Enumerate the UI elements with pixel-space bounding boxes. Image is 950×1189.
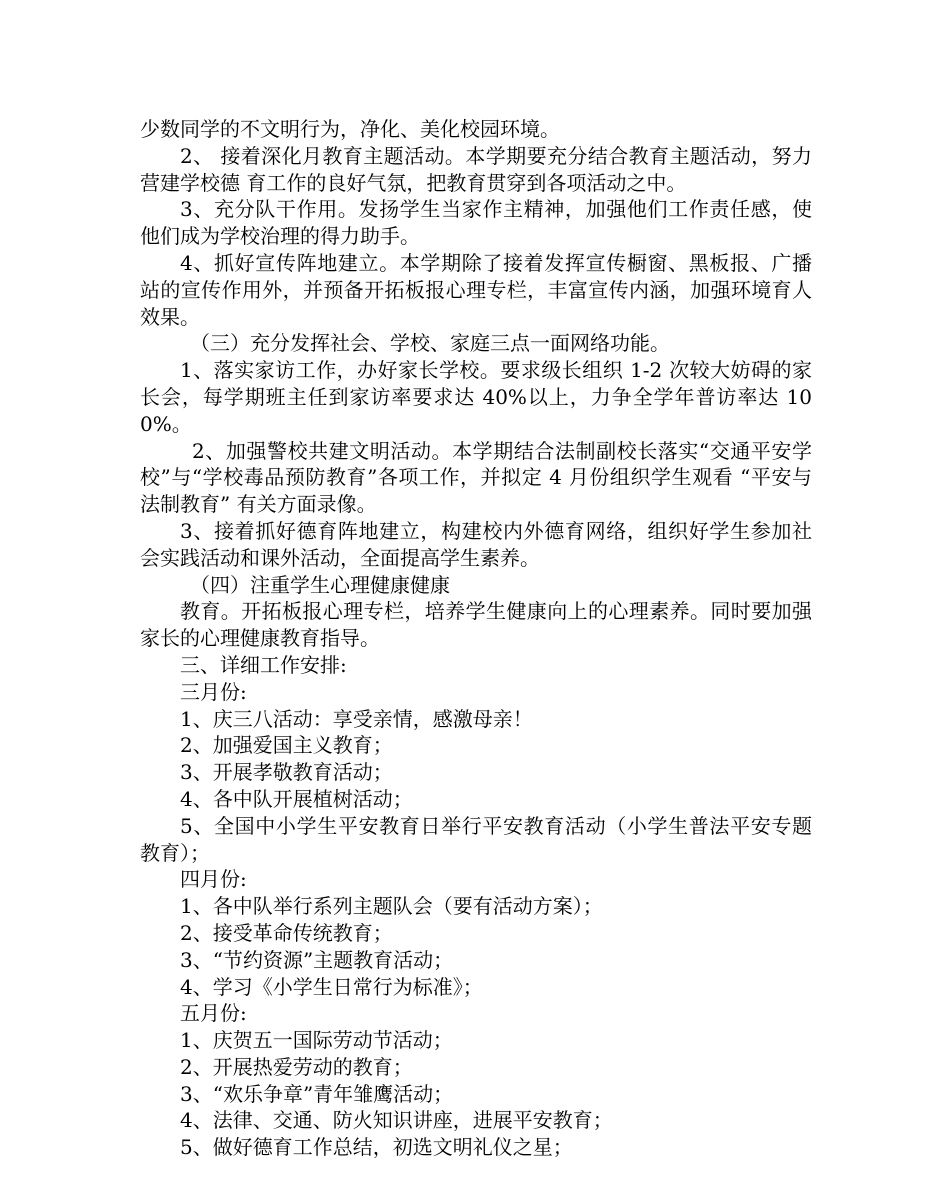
document-page [140, 116, 812, 1161]
month-heading-april: 四月份: [180, 867, 247, 892]
paragraph-10: 教育。开拓板报心理专栏，培养学生健康向上的心理素养。同时要加强家长的心理健康教育指导。 [140, 599, 812, 651]
list-item: 2、开展热爱劳动的教育； [180, 1054, 413, 1079]
month-heading-may: 五月份: [180, 1001, 247, 1026]
list-item: 3、“节约资源”主题教育活动； [180, 947, 454, 972]
section-heading-3: （三）充分发挥社会、学校、家庭三点一面网络功能。 [190, 331, 670, 356]
list-item: 4、各中队开展植树活动； [180, 786, 413, 811]
paragraph-8: 3、接着抓好德育阵地建立，构建校内外德育网络，组织好学生参加社会实践活动和课外活动，全面提高学生素养。 [140, 518, 812, 570]
section-heading-4: （四）注重学生心理健康健康 [190, 572, 450, 597]
list-item: 3、“欢乐争章”青年雏鹰活动； [180, 1081, 454, 1106]
list-item: 1、庆三八活动：享受亲情，感激母亲！ [180, 706, 533, 731]
list-item: 3、开展孝敬教育活动； [180, 760, 393, 785]
list-item: 5、全国中小学生平安教育日举行平安教育活动（小学生普法平安专题教育）； [140, 813, 812, 865]
paragraph-4: 4、抓好宣传阵地建立。本学期除了接着发挥宣传橱窗、黑板报、广播站的宣传作用外，并预备开拓板报心理专栏，丰富宣传内涵，加强环境育人效果。 [140, 250, 812, 329]
list-item: 2、接受革命传统教育； [180, 920, 393, 945]
list-item: 4、学习《小学生日常行为标准》； [180, 974, 483, 999]
paragraph-1: 少数同学的不文明行为，净化、美化校园环境。 [140, 117, 560, 141]
list-item: 5、做好德育工作总结，初选文明礼仪之星； [180, 1135, 573, 1160]
work-plan-heading: 三、详细工作安排: [180, 652, 347, 677]
paragraph-6: 1、落实家访工作，办好家长学校。要求级长组织 1-2 次较大妨碍的家长会，每学期班主任到家访率要求达 40%以上，力争全学年普访率达 100%。 [140, 358, 812, 436]
paragraph-2: 2、 接着深化月教育主题活动。本学期要充分结合教育主题活动，努力营建学校德 育工作的良好气氛，把教育贯穿到各项活动之中。 [140, 143, 812, 195]
list-item: 1、各中队举行系列主题队会（要有活动方案）； [180, 894, 603, 919]
paragraph-3: 3、充分队干作用。发扬学生当家作主精神，加强他们工作责任感，使他们成为学校治理的得力助手。 [140, 197, 812, 249]
paragraph-7: 2、加强警校共建文明活动。本学期结合法制副校长落实“交通平安学校”与“学校毒品预防教育”各项工作，并拟定 4 月份组织学生观看 “平安与法制教育” 有关方面录像。 [140, 438, 812, 517]
list-item: 1、庆贺五一国际劳动节活动； [180, 1028, 453, 1053]
list-item: 2、加强爱国主义教育； [180, 733, 393, 758]
month-heading-march: 三月份: [180, 679, 247, 704]
list-item: 4、法律、交通、防火知识讲座，进展平安教育； [180, 1108, 613, 1133]
